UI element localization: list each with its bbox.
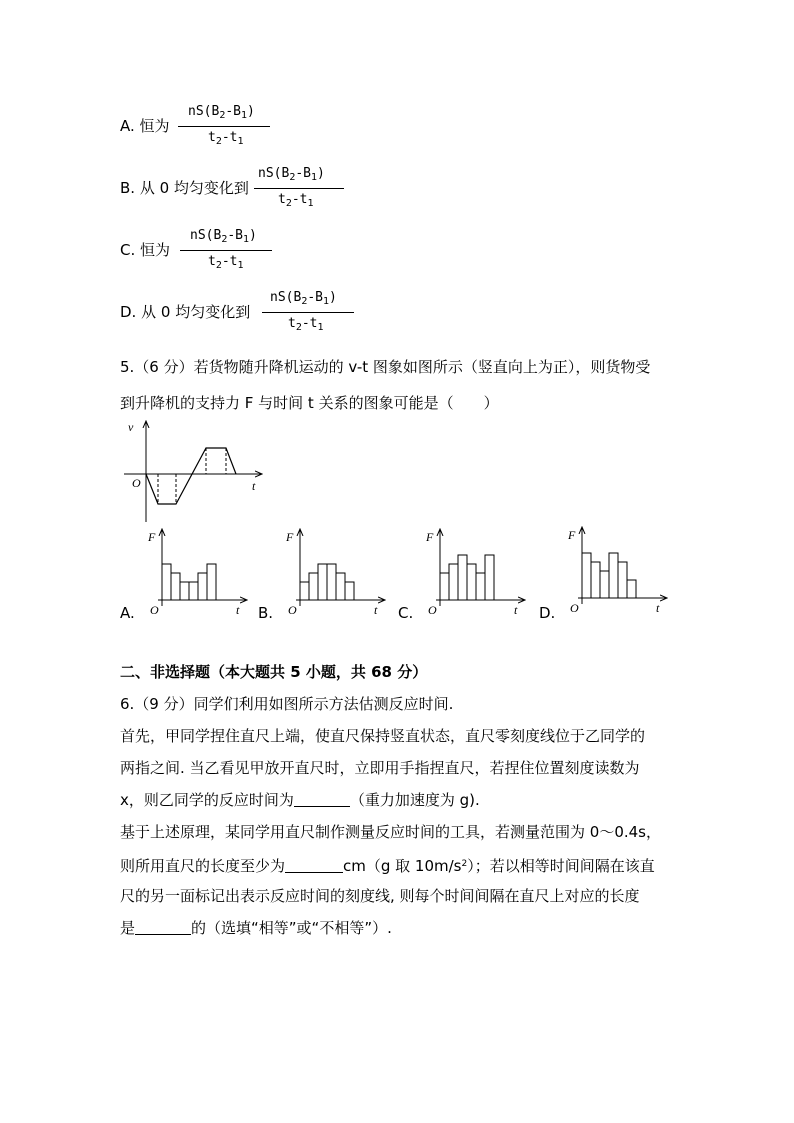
answer-blank-1[interactable] <box>294 792 350 807</box>
q6-line8: 是 的（选填“相等”或“不相等”）. <box>120 919 392 937</box>
q6-line2: 首先，甲同学捏住直尺上端，使直尺保持竖直状态，直尺零刻度线位于乙同学的 <box>120 727 646 745</box>
f-t-graph-c <box>420 526 530 616</box>
f-bar <box>609 553 618 598</box>
t-label: t <box>374 603 378 616</box>
f-bar <box>485 555 494 600</box>
option-c-label: C. 恒为 <box>120 241 171 259</box>
f-bar <box>600 571 609 598</box>
f-bar <box>476 573 485 600</box>
f-bar <box>318 564 327 600</box>
f-bar <box>440 573 449 600</box>
f-bar <box>449 564 458 600</box>
origin-label: O <box>288 603 297 616</box>
f-bar <box>336 573 345 600</box>
vt-line <box>146 448 236 504</box>
q5-option-c-label: C. <box>398 604 414 622</box>
q6-line6: 则所用直尺的长度至少为 cm（g 取 $10m/s^2$）；若以相等时间间隔在该直 <box>120 857 655 875</box>
origin-label: O <box>150 603 159 616</box>
q5-line1: 5.（6 分）若货物随升降机运动的 v-t 图象如图所示（竖直向上为正），则货物受 <box>120 358 651 376</box>
f-bar <box>198 573 207 600</box>
origin-label: O <box>428 603 437 616</box>
section2-title: 二、非选择题（本大题共 5 小题，共 68 分） <box>120 663 428 681</box>
t-label: t <box>514 603 518 616</box>
vt-y-label: v <box>128 420 134 434</box>
f-bar <box>591 562 600 598</box>
f-bar <box>582 553 591 598</box>
f-bar <box>300 582 309 600</box>
q5-option-a-label: A. <box>120 604 135 622</box>
f-bar <box>345 582 354 600</box>
f-bar <box>189 582 198 600</box>
vt-graph <box>118 418 268 526</box>
f-bar <box>467 564 476 600</box>
option-d-label: D. 从 0 均匀变化到 <box>120 303 251 321</box>
q5-option-b-label: B. <box>258 604 274 622</box>
f-label: F <box>568 528 576 542</box>
q6-line3: 两指之间. 当乙看见甲放开直尺时，立即用手指捏直尺，若捏住位置刻度读数为 <box>120 759 640 777</box>
f-bar <box>207 564 216 600</box>
f-bar <box>309 573 318 600</box>
t-label: t <box>236 603 240 616</box>
origin-label: O <box>570 601 579 614</box>
option-a-label: A. 恒为 <box>120 117 170 135</box>
q5-option-d-label: D. <box>539 604 556 622</box>
answer-blank-2[interactable] <box>285 858 343 873</box>
f-t-graph-d <box>562 524 672 614</box>
f-bar <box>458 555 467 600</box>
f-bar <box>171 573 180 600</box>
f-bar <box>180 582 189 600</box>
q6-line1: 6.（9 分）同学们利用如图所示方法估测反应时间. <box>120 695 454 713</box>
f-label: F <box>148 530 156 544</box>
f-t-graph-a <box>142 526 252 616</box>
f-bar <box>162 564 171 600</box>
t-label: t <box>656 601 660 614</box>
f-bar <box>618 562 627 598</box>
q6-line4: x，则乙同学的反应时间为 （重力加速度为 g). <box>120 791 480 809</box>
q6-line5: 基于上述原理，某同学用直尺制作测量反应时间的工具，若测量范围为 0～0.4s， <box>120 823 661 841</box>
answer-blank-3[interactable] <box>135 920 191 935</box>
vt-origin: O <box>132 476 141 490</box>
f-t-graph-b <box>280 526 390 616</box>
f-label: F <box>426 530 434 544</box>
q6-line7: 尺的另一面标记出表示反应时间的刻度线, 则每个时间间隔在直尺上对应的长度 <box>120 887 640 905</box>
vt-x-label: t <box>252 479 256 493</box>
f-bar <box>627 580 636 598</box>
q5-line2: 到升降机的支持力 F 与时间 t 关系的图象可能是（ ） <box>120 394 499 412</box>
f-bar <box>327 564 336 600</box>
f-label: F <box>286 530 294 544</box>
option-b-label: B. 从 0 均匀变化到 <box>120 179 249 197</box>
